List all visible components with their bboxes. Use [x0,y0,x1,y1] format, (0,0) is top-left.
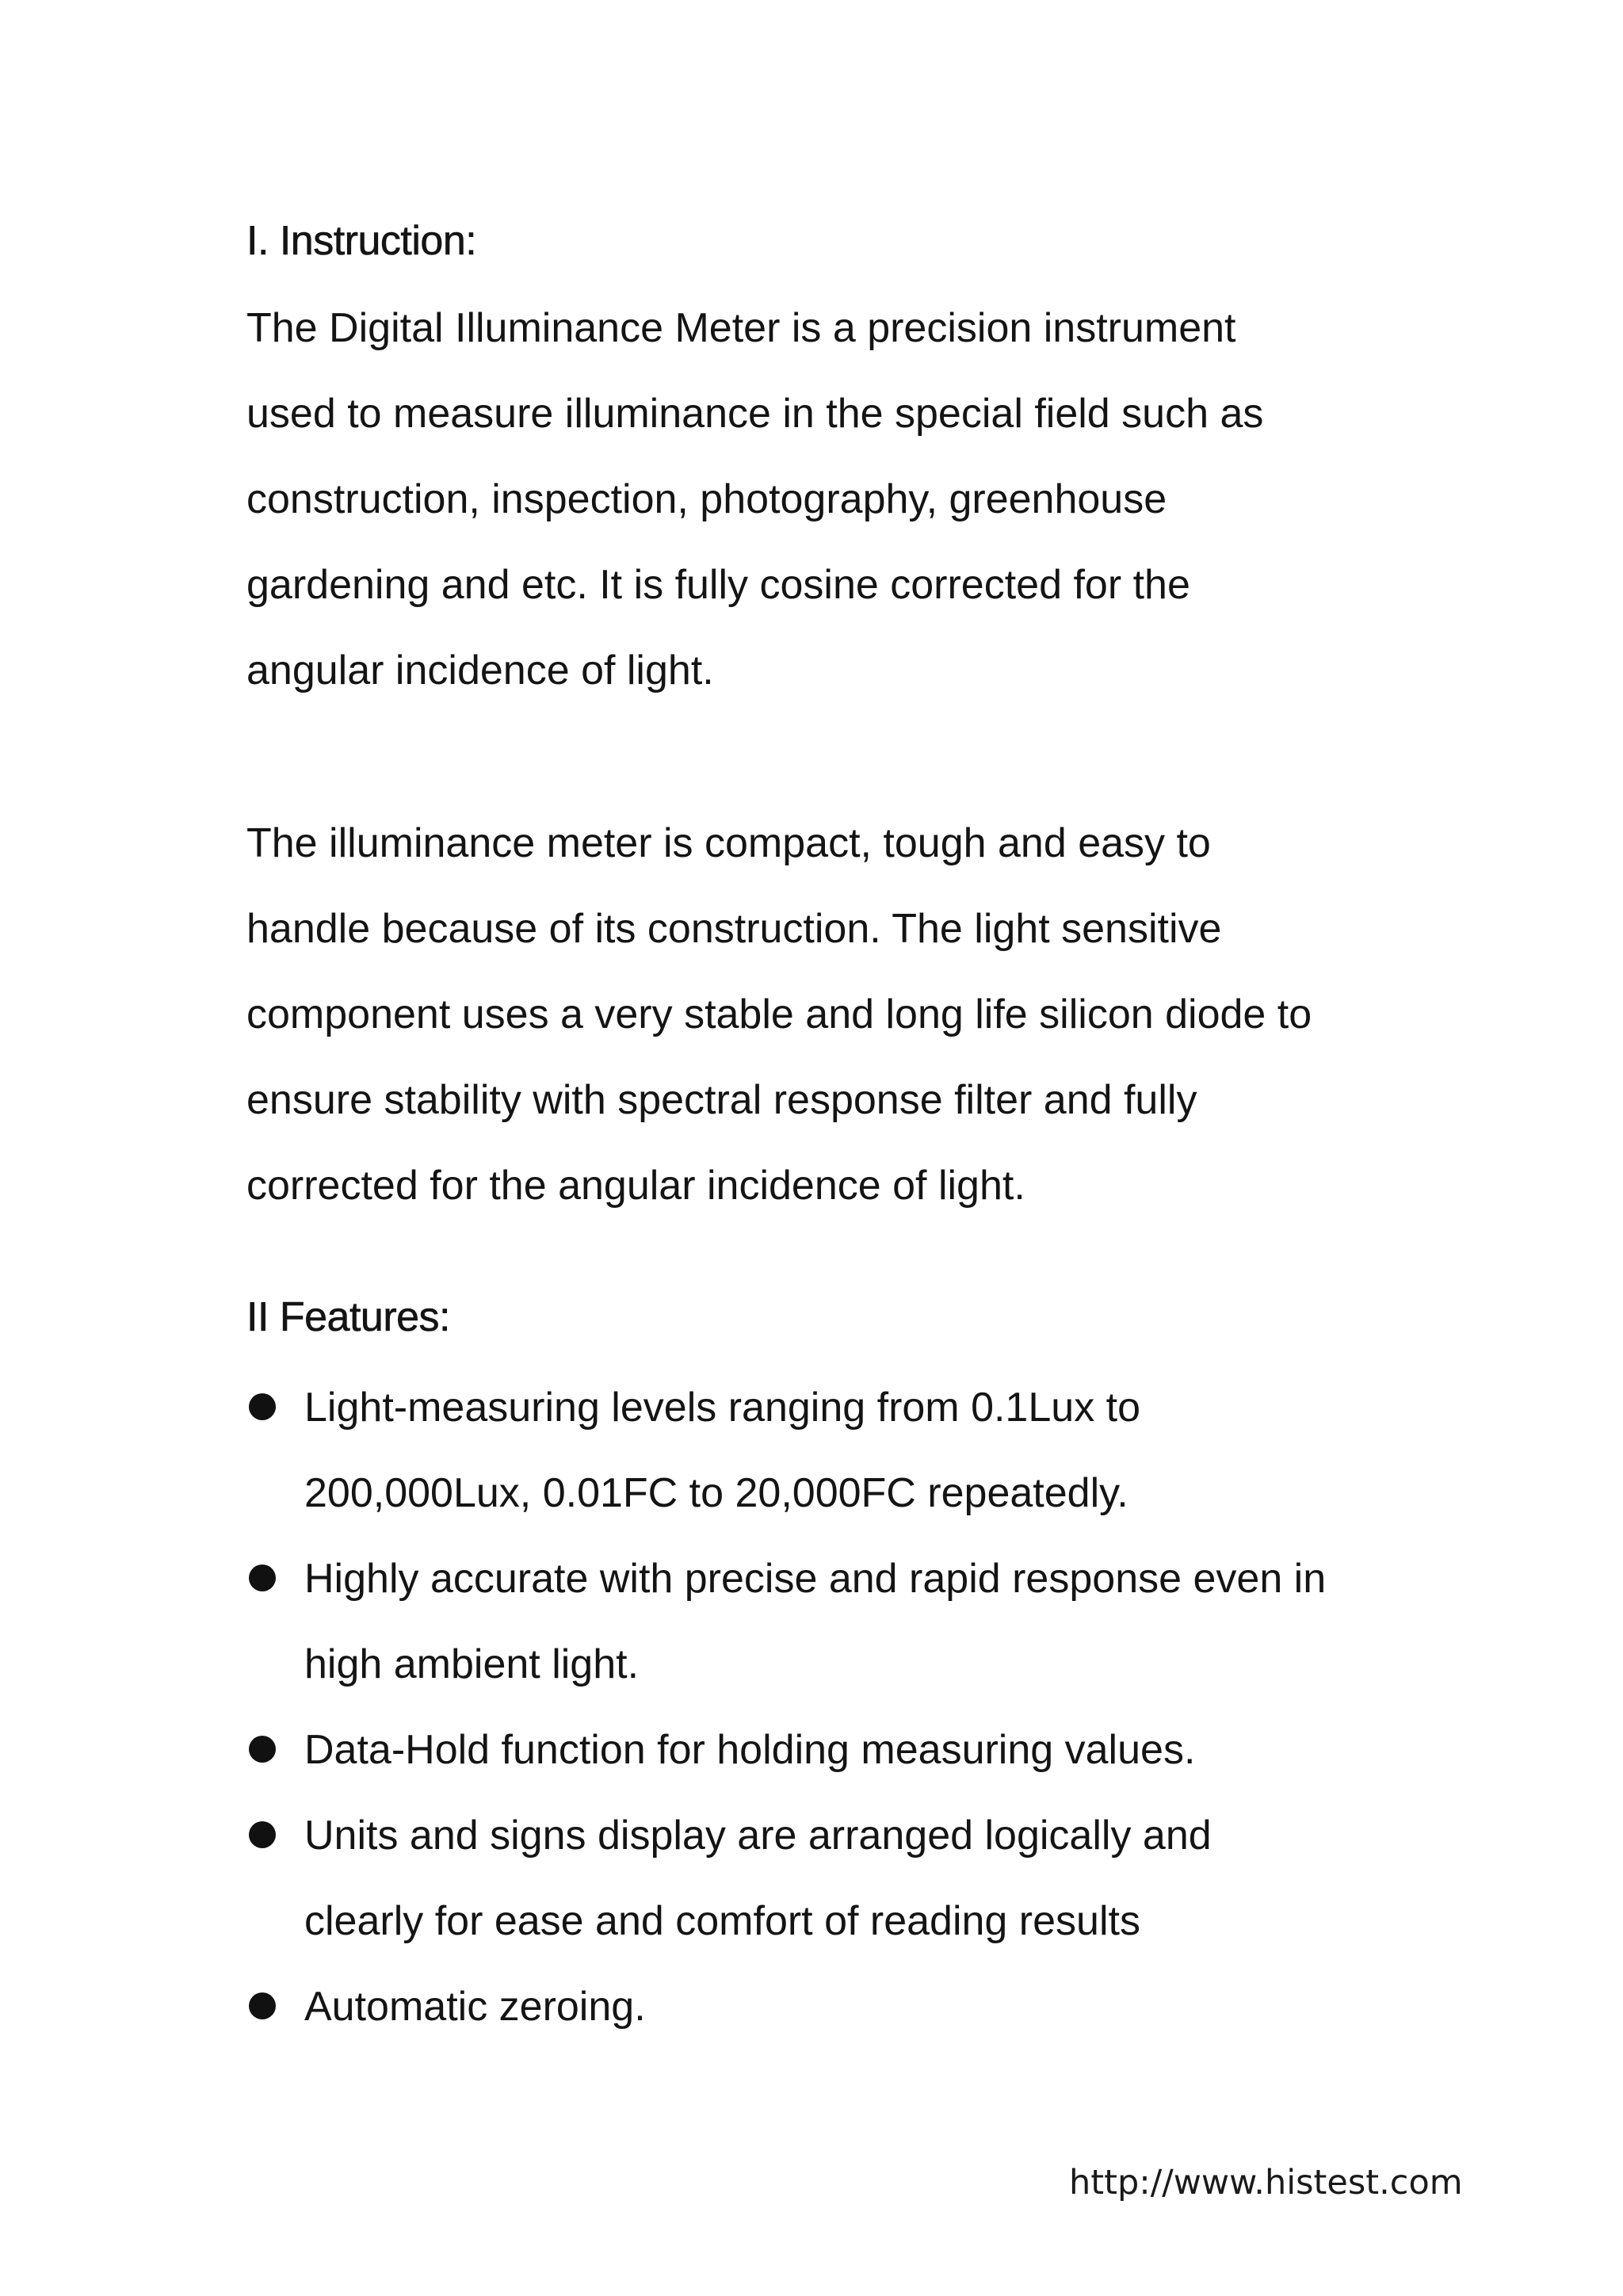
feature-line: 200,000Lux, 0.01FC to 20,000FC repeatedly. [304,1470,1128,1516]
feature-item [246,1964,1435,2050]
instruction-paragraph-1 [246,285,1396,713]
paragraph-line: construction, inspection, photography, greenhouse [246,476,1167,522]
paragraph-line: gardening and etc. It is fully cosine corrected for the [246,562,1190,608]
section-heading-features: II Features: [246,1294,450,1340]
feature-item [246,1707,1435,1793]
paragraph-line: angular incidence of light. [246,648,714,693]
paragraph-line: The illuminance meter is compact, tough and easy to [246,820,1211,866]
feature-item [246,1793,1435,1964]
feature-line: Data-Hold function for holding measuring values. [304,1727,1196,1773]
feature-item [246,1536,1435,1707]
features-list [246,1365,1435,2050]
bullet-icon [249,1821,276,1848]
bullet-icon [249,1393,276,1420]
footer-url: http://www.histest.com [1069,2163,1463,2202]
paragraph-line: corrected for the angular incidence of light. [246,1163,1025,1209]
section-heading-instruction: I. Instruction: [246,218,477,264]
instruction-paragraph-2 [246,800,1396,1228]
paragraph-line: used to measure illuminance in the special field such as [246,391,1264,437]
bullet-icon [249,1736,276,1763]
paragraph-line: component uses a very stable and long life silicon diode to [246,991,1312,1037]
paragraph-line: handle because of its construction. The light sensitive [246,906,1222,952]
paragraph-line: ensure stability with spectral response filter and fully [246,1077,1197,1123]
feature-line: Light-measuring levels ranging from 0.1Lux to [304,1385,1141,1431]
feature-line: Highly accurate with precise and rapid response even in [304,1556,1327,1602]
paragraph-line: The Digital Illuminance Meter is a precision instrument [246,305,1236,351]
bullet-icon [249,1992,276,2019]
feature-item [246,1365,1435,1536]
feature-line: Automatic zeroing. [304,1984,646,2030]
feature-line: high ambient light. [304,1641,640,1687]
feature-line: Units and signs display are arranged logically and [304,1813,1212,1859]
bullet-icon [249,1564,276,1591]
feature-line: clearly for ease and comfort of reading results [304,1898,1140,1944]
